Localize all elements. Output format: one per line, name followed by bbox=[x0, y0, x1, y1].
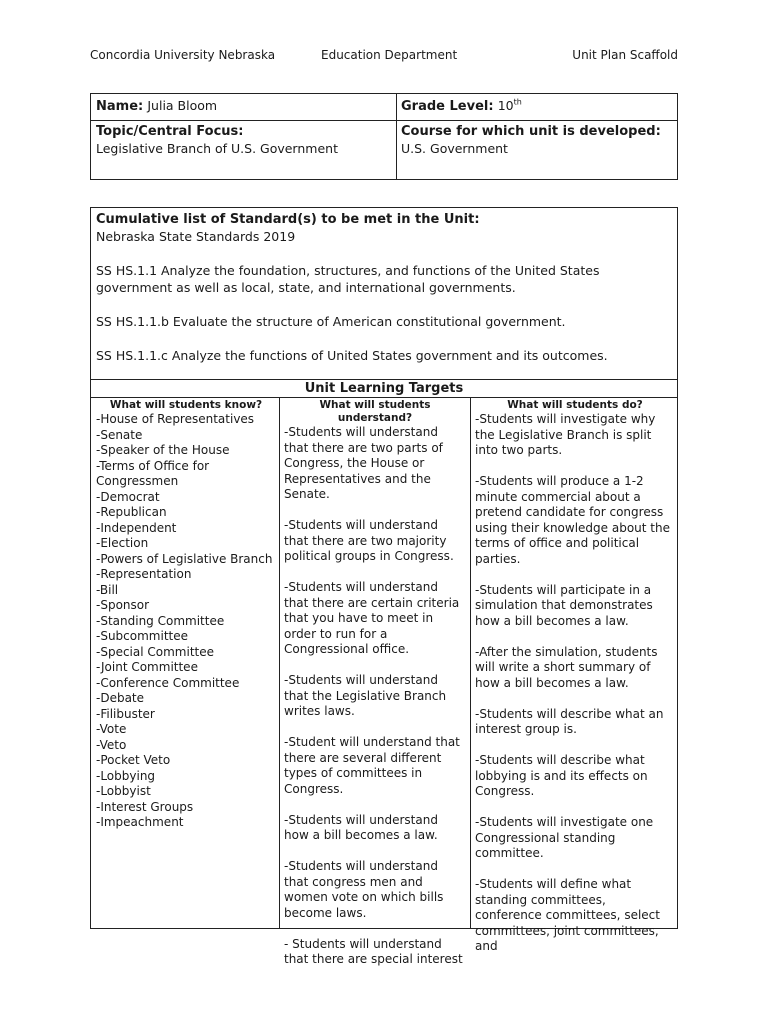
do-item: -Students will describe what an interest group is. bbox=[475, 706, 664, 736]
understand-item: -Students will understand that the Legislative Branch writes laws. bbox=[284, 673, 447, 718]
do-item: -Students will describe what lobbying is and its effects on Congress. bbox=[475, 753, 648, 798]
header-department: Education Department bbox=[321, 48, 458, 62]
know-heading: What will students know? bbox=[109, 399, 263, 411]
know-item: -Republican bbox=[96, 505, 167, 519]
standards-source: Nebraska State Standards 2019 bbox=[96, 229, 296, 244]
do-column bbox=[475, 399, 675, 970]
do-item: -Students will investigate why the Legislative Branch is split into two parts. bbox=[475, 412, 656, 457]
know-item: -Bill bbox=[96, 582, 119, 597]
know-item: -Democrat bbox=[96, 489, 160, 504]
grade-value: 10 bbox=[497, 98, 514, 113]
standards-table bbox=[90, 207, 678, 966]
do-heading: What will students do? bbox=[507, 399, 643, 411]
understand-list bbox=[284, 425, 466, 968]
know-item: -Debate bbox=[96, 691, 145, 705]
standard-item: SS HS.1.1 Analyze the foundation, structures, and functions of the United States government as well as local, state, and international governments. bbox=[96, 263, 600, 295]
understand-item: - Students will understand that there are special interest bbox=[284, 936, 463, 966]
know-item: -Election bbox=[96, 536, 149, 550]
name-value: Julia Bloom bbox=[147, 98, 218, 113]
know-item: -Terms of Office for Congressmen bbox=[96, 458, 210, 488]
know-item: -Subcommittee bbox=[96, 629, 188, 643]
info-table bbox=[90, 93, 678, 180]
know-item: -House of Representatives bbox=[96, 412, 255, 426]
know-item: -Senate bbox=[96, 427, 143, 442]
course-cell bbox=[401, 123, 673, 158]
know-item: -Special Committee bbox=[96, 644, 214, 659]
learning-targets-title: Unit Learning Targets bbox=[91, 379, 677, 398]
standards-title: Cumulative list of Standard(s) to be met in the Unit: bbox=[96, 212, 480, 227]
know-item: -Impeachment bbox=[96, 815, 184, 829]
understand-item: -Students will understand that there are two parts of Congress, the House or Representatives and the Senate. bbox=[284, 425, 443, 501]
topic-cell bbox=[96, 123, 394, 158]
standards-block bbox=[96, 211, 674, 364]
know-item: -Powers of Legislative Branch bbox=[96, 551, 273, 566]
do-list bbox=[475, 412, 675, 955]
course-label: Course for which unit is developed: bbox=[401, 124, 661, 139]
know-item: -Independent bbox=[96, 520, 177, 535]
grade-suffix: th bbox=[513, 97, 522, 107]
name-label: Name: bbox=[96, 99, 144, 114]
know-item: -Lobbyist bbox=[96, 784, 151, 798]
name-cell bbox=[96, 97, 394, 115]
know-item: -Standing Committee bbox=[96, 613, 225, 628]
know-list bbox=[96, 412, 276, 831]
know-item: -Pocket Veto bbox=[96, 753, 171, 767]
know-item: -Joint Committee bbox=[96, 660, 198, 674]
do-item: -Students will produce a 1-2 minute commercial about a pretend candidate for congress using their knowledge about the terms of office and political parties. bbox=[475, 474, 670, 566]
page-header bbox=[90, 46, 678, 64]
do-item: -Students will define what standing committees, conference committees, select committees, joint committees, and bbox=[475, 877, 660, 953]
know-item: -Lobbying bbox=[96, 768, 156, 783]
standard-item: SS HS.1.1.c Analyze the functions of United States government and its outcomes. bbox=[96, 348, 608, 363]
header-university: Concordia University Nebraska bbox=[90, 48, 276, 62]
understand-item: -Students will understand that there are certain criteria that you have to meet in order to run for a Congressional office. bbox=[284, 580, 460, 656]
know-item: -Sponsor bbox=[96, 598, 150, 612]
know-item: -Interest Groups bbox=[96, 799, 194, 814]
understand-item: -Students will understand that congress men and women vote on which bills become laws. bbox=[284, 859, 444, 920]
know-item: -Conference Committee bbox=[96, 675, 240, 690]
standard-item: SS HS.1.1.b Evaluate the structure of American constitutional government. bbox=[96, 314, 566, 329]
know-item: -Speaker of the House bbox=[96, 443, 230, 457]
understand-item: -Student will understand that there are several different types of committees in Congress. bbox=[284, 735, 460, 796]
do-item: -After the simulation, students will write a short summary of how a bill becomes a law. bbox=[475, 644, 658, 690]
know-item: -Filibuster bbox=[96, 706, 155, 721]
know-item: -Representation bbox=[96, 567, 192, 581]
know-column bbox=[96, 399, 276, 831]
do-item: -Students will investigate one Congressional standing committee. bbox=[475, 815, 654, 860]
topic-value: Legislative Branch of U.S. Government bbox=[96, 141, 338, 156]
header-doc-type: Unit Plan Scaffold bbox=[572, 48, 678, 62]
understand-column bbox=[284, 399, 466, 983]
understand-heading: What will students understand? bbox=[319, 399, 431, 424]
grade-cell bbox=[401, 97, 673, 115]
topic-label: Topic/Central Focus: bbox=[96, 124, 244, 139]
know-item: -Veto bbox=[96, 737, 127, 752]
understand-item: -Students will understand that there are two majority political groups in Congress. bbox=[284, 518, 454, 563]
grade-label: Grade Level: bbox=[401, 99, 494, 114]
know-item: -Vote bbox=[96, 722, 127, 736]
understand-item: -Students will understand how a bill becomes a law. bbox=[284, 812, 438, 842]
course-value: U.S. Government bbox=[401, 141, 508, 156]
do-item: -Students will participate in a simulation that demonstrates how a bill becomes a law. bbox=[475, 582, 653, 628]
